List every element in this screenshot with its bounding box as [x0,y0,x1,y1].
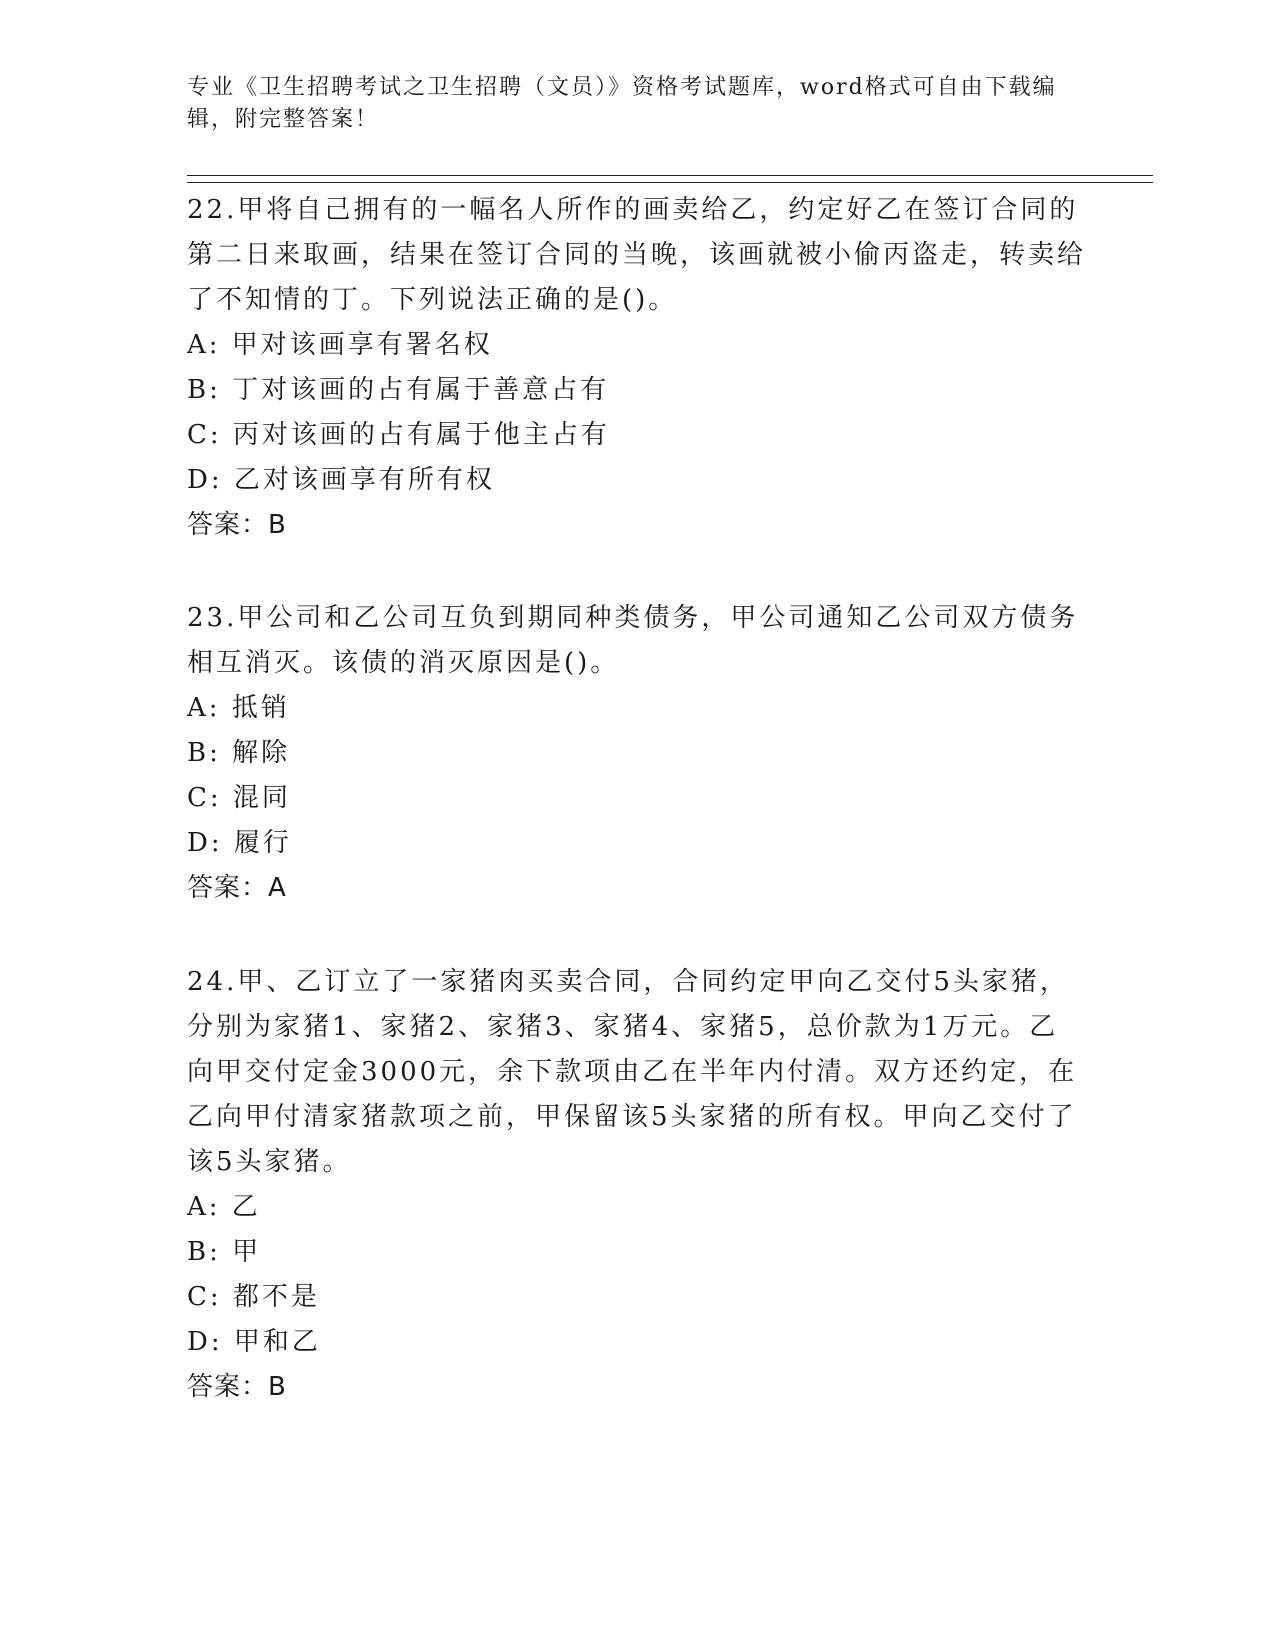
option-b: B: 解除 [187,738,291,768]
question-stem: 23.甲公司和乙公司互负到期同种类债务，甲公司通知乙公司双方债务相互消灭。该债的消灭原因是()。 [187,603,1079,678]
question-stem: 22.甲将自己拥有的一幅名人所作的画卖给乙，约定好乙在签订合同的第二日来取画，结果在签订合同的当晚，该画就被小偷丙盗走，转卖给了不知情的丁。下列说法正确的是()。 [187,195,1087,315]
option-a: A: 乙 [187,1192,261,1222]
question-24 [187,960,1087,1410]
option-d: D: 乙对该画享有所有权 [187,465,495,495]
option-b: B: 甲 [187,1237,262,1267]
answer-line: 答案：B [187,1372,287,1402]
option-c: C: 都不是 [187,1282,320,1312]
answer-line: 答案：B [187,510,287,540]
question-22 [187,188,1087,548]
question-stem: 24.甲、乙订立了一家猪肉买卖合同，合同约定甲向乙交付5头家猪，分别为家猪1、家猪2、家猪3、家猪4、家猪5，总价款为1万元。乙向甲交付定金3000元，余下款项由乙在半年内付清。双方还约定，在乙向甲付清家猪款项之前，甲保留该5头家猪的所有权。甲向乙交付了该5头家猪。 [187,967,1078,1177]
header-rule-top [187,175,1153,176]
header-rule-bottom [187,182,1153,183]
option-a: A: 甲对该画享有署名权 [187,330,493,360]
option-b: B: 丁对该画的占有属于善意占有 [187,375,610,405]
question-23 [187,596,1087,911]
option-c: C: 混同 [187,783,291,813]
answer-line: 答案：A [187,873,287,903]
option-d: D: 甲和乙 [187,1327,321,1357]
option-c: C: 丙对该画的占有属于他主占有 [187,420,610,450]
option-a: A: 抵销 [187,693,290,723]
option-d: D: 履行 [187,828,292,858]
document-header: 专业《卫生招聘考试之卫生招聘（文员）》资格考试题库，word格式可自由下载编辑，附完整答案！ [187,75,1057,132]
